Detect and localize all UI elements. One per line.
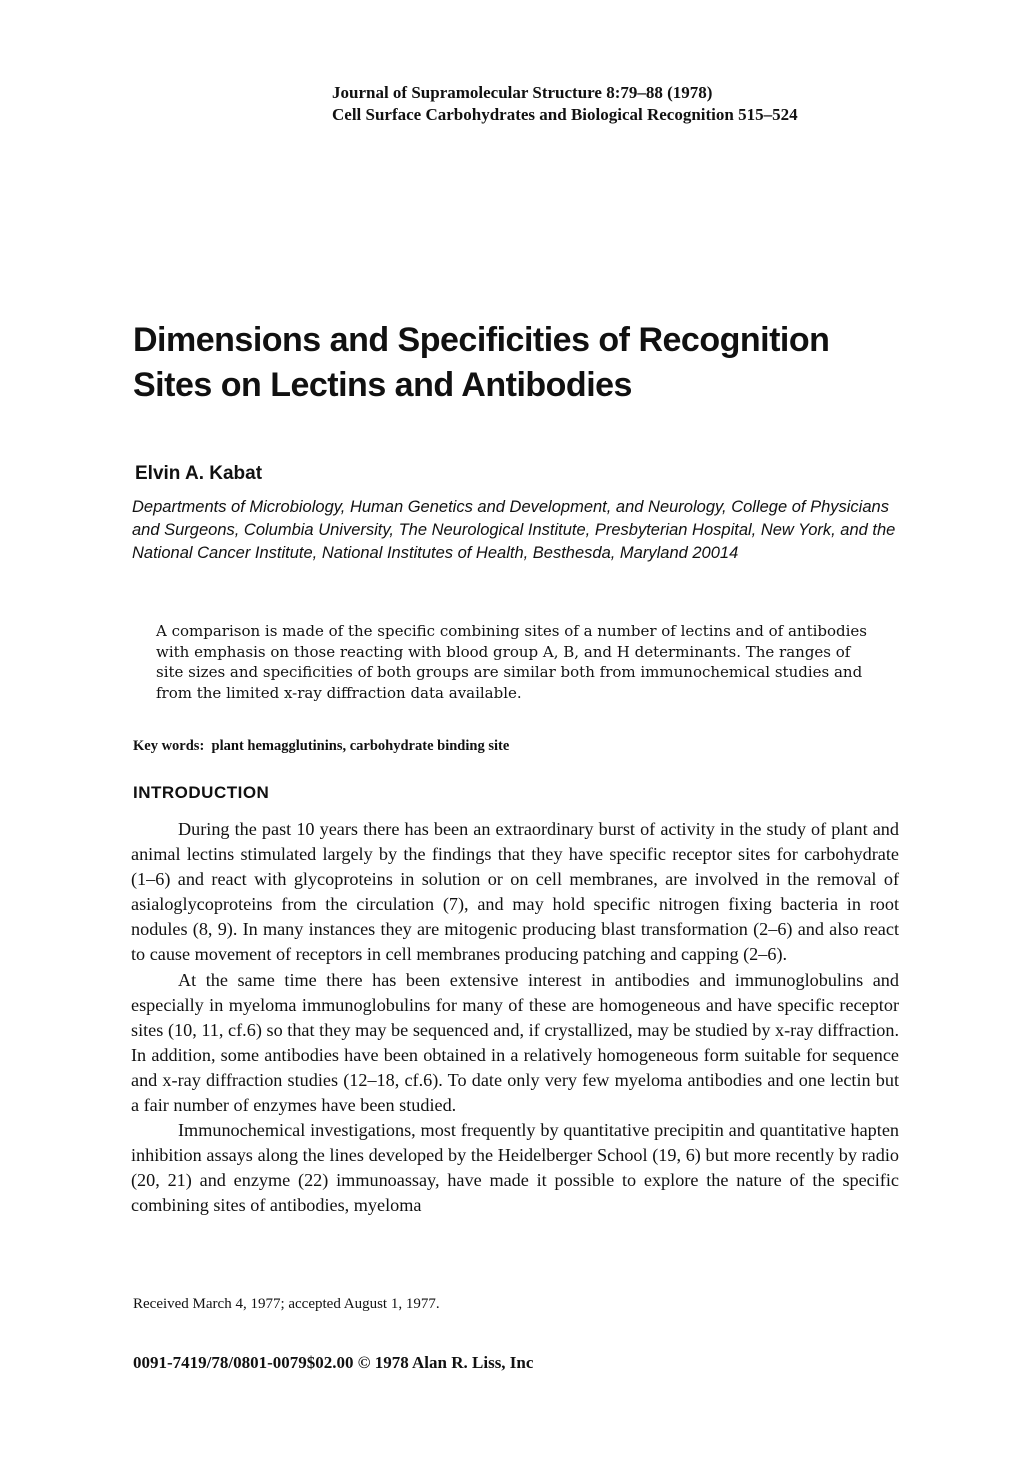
keywords-label: Key words: bbox=[133, 738, 205, 754]
journal-header bbox=[332, 82, 952, 126]
received-date-footnote: Received March 4, 1977; accepted August 1, 1977. bbox=[133, 1296, 440, 1312]
author-affiliation: Departments of Microbiology, Human Genetics and Development, and Neurology, College of Physicians and Surgeons, Columbia University, The Neurological Institute, Presbyterian Hospital, New York, and the National Cancer Institute, National Institutes of Health, Besthesda, Maryland 20014 bbox=[132, 498, 896, 562]
section-heading-introduction: INTRODUCTION bbox=[133, 783, 270, 802]
article-title: Dimensions and Specificities of Recognition Sites on Lectins and Antibodies bbox=[133, 321, 830, 404]
paragraph: Immunochemical investigations, most frequently by quantitative precipitin and quantitative hapten inhibition assays along the lines developed by the Heidelberger School (19, 6) but more recently by radio (20, 21) and enzyme (22) immunoassay, have made it possible to explore the nature of the specific combining sites of antibodies, myeloma bbox=[131, 1120, 899, 1216]
author-name: Elvin A. Kabat bbox=[135, 463, 263, 484]
paragraph: During the past 10 years there has been an extraordinary burst of activity in the study of plant and animal lectins stimulated largely by the findings that they have specific receptor sites for carbohydrate (1–6) and react with glycoproteins in solution or on cell membranes, are involved in the removal of asialoglycoproteins from the circulation (7), and may hold specific nitrogen fixing bacteria in root nodules (8, 9). In many instances they are mitogenic producing blast transformation (2–6) and also react to cause movement of receptors in cell membranes producing patching and capping (2–6). bbox=[131, 819, 899, 965]
journal-citation: Journal of Supramolecular Structure 8:79–88 (1978) bbox=[332, 83, 713, 102]
keywords-line bbox=[133, 736, 509, 756]
copyright-code: 0091-7419/78/0801-0079$02.00 © 1978 Alan R. Liss, Inc bbox=[133, 1353, 534, 1372]
abstract: A comparison is made of the specific combining sites of a number of lectins and of antibodies with emphasis on those reacting with blood group A, B, and H determinants. The ranges of site sizes and specificities of both groups are similar both from immunochemical studies and from the limited x-ray diffraction data available. bbox=[156, 622, 868, 702]
keywords-list: plant hemagglutinins, carbohydrate binding site bbox=[211, 738, 510, 754]
paragraph: At the same time there has been extensive interest in antibodies and immunoglobulins and especially in myeloma immunoglobulins for many of these are homogeneous and have specific receptor sites (10, 11, cf.6) so that they may be sequenced and, if crystallized, may be studied by x-ray diffraction. In addition, some antibodies have been obtained in a relatively homogeneous form suitable for sequence and x-ray diffraction studies (12–18, cf.6). To date only very few myeloma antibodies and one lectin but a fair number of enzymes have been studied. bbox=[131, 969, 899, 1116]
series-citation: Cell Surface Carbohydrates and Biological Recognition 515–524 bbox=[332, 105, 798, 124]
introduction-body bbox=[131, 817, 899, 1219]
